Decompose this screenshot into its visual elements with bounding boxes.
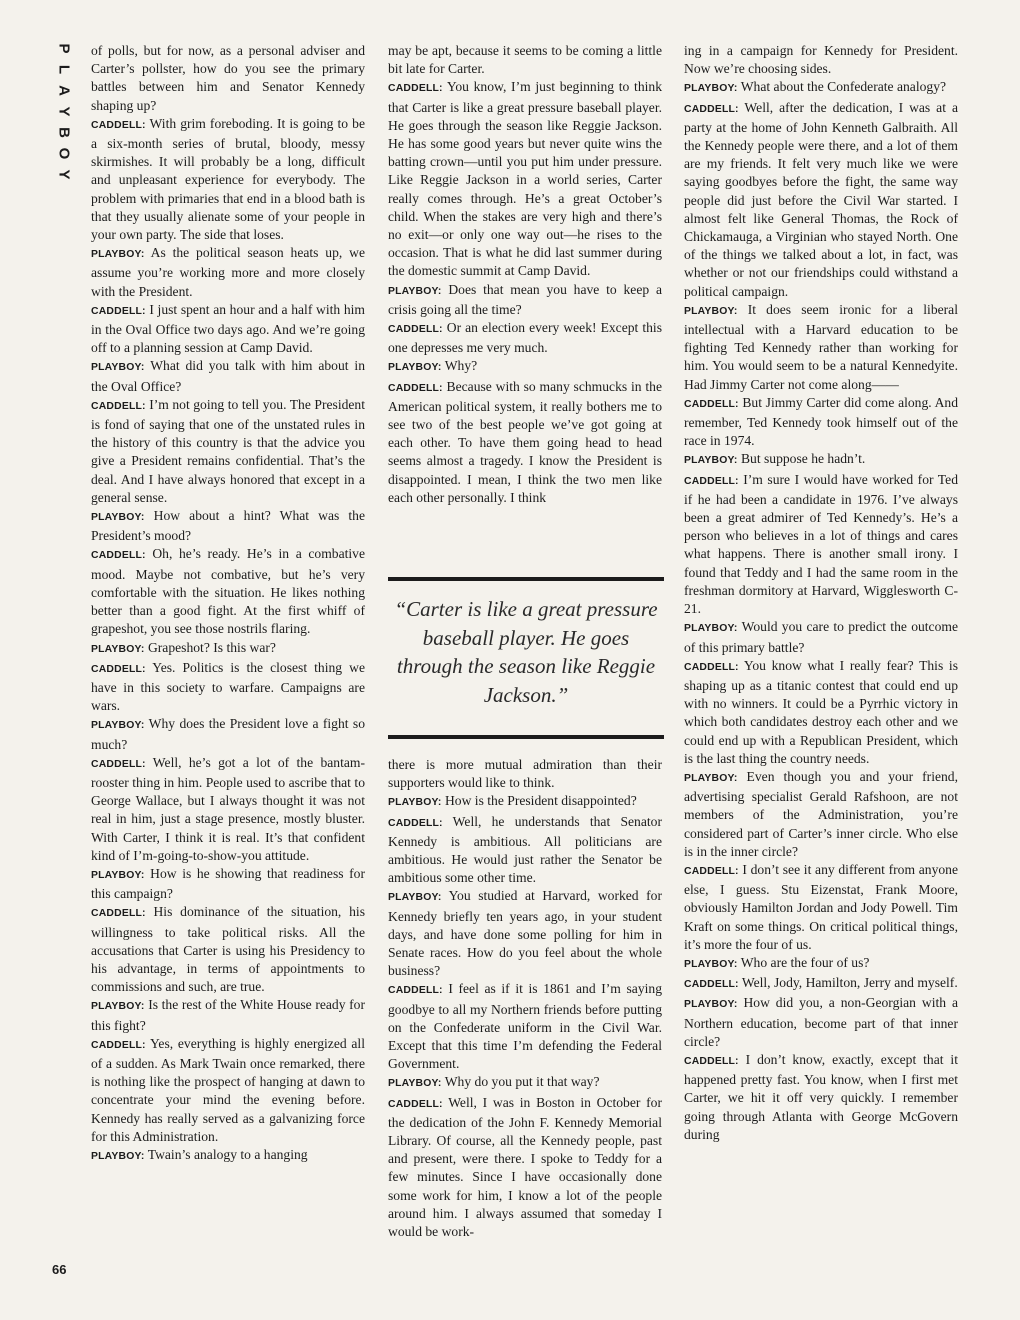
paragraph xyxy=(91,996,365,1034)
paragraph-text: But Jimmy Carter did come along. And remember, Ted Kennedy took himself out of the race in 1974. xyxy=(684,394,958,449)
paragraph-text: Well, after the dedication, I was at a party at the home of John Kenneth Galbraith. All the Kennedy people were there, and a lot of them are my friends. It felt very much like we were saying goodbyes before the fight, the same way people did just before the Civil War started. I almost felt like General Thomas, the Rock of Chickamauga, a Virginian who stayed North. One of the things we talked about a lot, in fact, was whether or not our friendships could withstand a political campaign. xyxy=(684,99,958,299)
paragraph-text: Who are the four of us? xyxy=(737,954,870,970)
paragraph-text: His dominance of the situation, his willingness to take political risks. All the accusations that Carter is using his Presidency to his advantage, in terms of appointments to commissions and such, are true. xyxy=(91,904,365,995)
paragraph-text: With grim foreboding. It is going to be a six-month series of brutal, bloody, messy skirmishes. It will probably be a long, difficult and unpleasant experience for everybody. The problem with primaries that end in a blood bath is that they usually alienate some of your people in your own party. The side that loses. xyxy=(91,115,365,243)
paragraph-text: Even though you and your friend, advertising specialist Gerald Rafshoon, are not members of the Administration, you’re considered part of Carter’s inner circle. Who else is in the inner circle? xyxy=(684,768,958,859)
paragraph xyxy=(91,1035,365,1146)
paragraph xyxy=(91,507,365,545)
pull-quote-rule-top xyxy=(388,577,664,581)
running-head xyxy=(52,38,76,185)
speaker-label: CADDELL: xyxy=(388,83,443,95)
speaker-label: PLAYBOY: xyxy=(684,999,738,1011)
paragraph-text: You know, I’m just beginning to think that Carter is like a great pressure baseball player. He goes through the season like Reggie Jackson. He has some good years but never quite wins the batting crown—until you put him under pressure. Like Reggie Jackson in a world series, Carter really comes through. He’s a great October’s child. When the stakes are very high and there’s no exit—or only one way out—he rises to the occasion. That is what he did last summer during the domestic summit at Camp David. xyxy=(388,79,662,279)
paragraph-text: Is the rest of the White House ready for this fight? xyxy=(91,997,365,1033)
paragraph-text: ing in a campaign for Kennedy for President. Now we’re choosing sides. xyxy=(684,43,958,77)
paragraph xyxy=(684,974,958,994)
paragraph-text: I don’t know, exactly, except that it happened pretty fast. You know, when I first met Carter, we hit it off very quickly. I remember going through Atlanta with George McGovern during xyxy=(684,1051,958,1142)
speaker-label: PLAYBOY: xyxy=(91,1001,145,1013)
paragraph xyxy=(388,792,662,812)
text-column-1 xyxy=(91,42,365,1166)
speaker-label: PLAYBOY: xyxy=(684,623,738,635)
paragraph xyxy=(388,980,662,1073)
paragraph-text: Twain’s analogy to a hanging xyxy=(144,1146,308,1162)
paragraph xyxy=(91,357,365,395)
paragraph xyxy=(91,659,365,716)
speaker-label: PLAYBOY: xyxy=(684,958,738,970)
speaker-label: PLAYBOY: xyxy=(388,285,442,297)
running-head-letter: L xyxy=(55,64,73,75)
paragraph-text: I’m sure I would have worked for Ted if he had been a candidate in 1976. I’ve always been a great admirer of Ted Kennedy’s. He’s a person who believes in a lot of things and cares what happens. There is another small irony. I found that Teddy and I had the same room in the freshman dormitory at Harvard, Wigglesworth C-21. xyxy=(684,471,958,617)
paragraph xyxy=(684,954,958,974)
paragraph-text: I’m not going to tell you. The President is fond of saying that one of the unstated rules in the history of this country is that the advice you give a President remains confidential. That’s the deal. And I have always honored that except in a general sense. xyxy=(91,396,365,505)
pull-quote: “Carter is like a great pressure baseball player. He goes through the season like Reggie Jackson.” xyxy=(394,597,658,707)
paragraph xyxy=(388,42,662,78)
paragraph-text: How did you, a non-Georgian with a Northern education, become part of that inner circle? xyxy=(684,995,958,1049)
paragraph-text: Why do you put it that way? xyxy=(441,1074,600,1090)
paragraph-text: How about a hint? What was the President’s mood? xyxy=(91,508,365,544)
paragraph xyxy=(91,715,365,753)
paragraph-text: Well, he understands that Senator Kennedy is ambitious. All politicians are ambitious. He would just rather the Senator be ambitious some other time. xyxy=(388,813,662,886)
speaker-label: CADDELL: xyxy=(388,1098,443,1110)
paragraph xyxy=(388,378,662,507)
paragraph-text: What about the Confederate analogy? xyxy=(737,79,947,95)
speaker-label: CADDELL: xyxy=(684,103,739,115)
speaker-label: PLAYBOY: xyxy=(91,643,145,655)
speaker-label: PLAYBOY: xyxy=(388,1078,442,1090)
paragraph-text: I feel as if it is 1861 and I’m saying goodbye to all my Northern friends before putting on the Confederate uniform in the Civil War. Except that this time I’m defending the Federal Government. xyxy=(388,981,662,1072)
speaker-label: PLAYBOY: xyxy=(91,1150,145,1162)
paragraph-text: You know what I really fear? This is shaping up as a titanic contest that could end up with no winners. It could be a Pyrrhic victory in which both candidates destroy each other and we could end up with a Republican President, which is the last thing the country needs. xyxy=(684,657,958,766)
speaker-label: PLAYBOY: xyxy=(91,249,145,261)
paragraph-text: Grapeshot? Is this war? xyxy=(144,639,276,655)
text-column-2-bottom xyxy=(388,756,662,1241)
paragraph-text: As the political season heats up, we assume you’re working more and more closely with the President. xyxy=(91,245,365,299)
paragraph-text: may be apt, because it seems to be coming a little bit late for Carter. xyxy=(388,43,662,77)
speaker-label: PLAYBOY: xyxy=(91,720,145,732)
paragraph-text: Or an election every week! Except this one depresses me very much. xyxy=(388,320,662,356)
paragraph-text: of polls, but for now, as a personal adviser and Carter’s pollster, how do you see the primary battles between him and Senator Kennedy shaping up? xyxy=(91,43,365,113)
speaker-label: PLAYBOY: xyxy=(91,869,145,881)
paragraph xyxy=(388,319,662,357)
speaker-label: CADDELL: xyxy=(91,663,146,675)
paragraph-text: Oh, he’s ready. He’s in a combative mood. Maybe not combative, but he’s very comfortable with the situation. He likes nothing better than a good fight. At the first whiff of grapeshot, you see those nostrils flaring. xyxy=(91,546,365,637)
paragraph xyxy=(388,813,662,888)
paragraph xyxy=(684,99,958,301)
pull-quote-box xyxy=(388,577,664,742)
paragraph xyxy=(684,768,958,861)
speaker-label: CADDELL: xyxy=(684,865,739,877)
speaker-label: PLAYBOY: xyxy=(91,512,145,524)
paragraph-text: What did you talk with him about in the Oval Office? xyxy=(91,358,365,394)
paragraph xyxy=(684,861,958,954)
paragraph xyxy=(91,639,365,659)
paragraph-text: Well, I was in Boston in October for the dedication of the John F. Kennedy Memorial Library. Of course, all the Kennedy people, past and present, were there. I spoke to Teddy for a few minutes. Since I have occasionally done some work for him, I know a lot of the people around him. I always assumed that someday I would be work- xyxy=(388,1094,662,1240)
speaker-label: CADDELL: xyxy=(684,475,739,487)
text-column-3 xyxy=(684,42,958,1144)
paragraph xyxy=(684,1051,958,1144)
paragraph-text: How is he showing that readiness for this campaign? xyxy=(91,865,365,902)
paragraph-text: Yes. Politics is the closest thing we have in this society to warfare. Campaigns are wars. xyxy=(91,659,365,714)
running-head-letter: B xyxy=(55,127,73,138)
paragraph xyxy=(684,618,958,656)
speaker-label: CADDELL: xyxy=(684,398,739,410)
running-head-letter: Y xyxy=(55,106,73,117)
pull-quote-rule-bottom xyxy=(388,735,664,739)
paragraph xyxy=(684,42,958,78)
paragraph-text: Would you care to predict the outcome of this primary battle? xyxy=(684,619,958,655)
paragraph xyxy=(684,657,958,768)
paragraph-text: But suppose he hadn’t. xyxy=(737,451,866,467)
speaker-label: CADDELL: xyxy=(388,324,443,336)
paragraph-text: Why does the President love a fight so much? xyxy=(91,716,365,752)
speaker-label: CADDELL: xyxy=(91,119,146,131)
paragraph xyxy=(684,471,958,619)
speaker-label: PLAYBOY: xyxy=(388,892,442,904)
paragraph-text: Well, he’s got a lot of the bantam-rooster thing in him. People used to ascribe that to George Wallace, but I always thought it was not real in him, just a stage presence, mostly bluster. With Carter, I think it is real. It’s that confident kind of I’m-going-to-show-you attitude. xyxy=(91,754,365,863)
paragraph xyxy=(684,301,958,394)
paragraph xyxy=(91,754,365,865)
paragraph xyxy=(91,545,365,638)
paragraph xyxy=(684,994,958,1051)
speaker-label: CADDELL: xyxy=(91,550,146,562)
paragraph xyxy=(91,1146,365,1166)
speaker-label: CADDELL: xyxy=(684,1055,739,1067)
speaker-label: CADDELL: xyxy=(91,758,146,770)
paragraph xyxy=(91,396,365,507)
speaker-label: CADDELL: xyxy=(684,661,739,673)
paragraph xyxy=(91,903,365,996)
paragraph-text: Well, Jody, Hamilton, Jerry and myself. xyxy=(738,975,958,991)
paragraph xyxy=(91,865,365,903)
running-head-letter: Y xyxy=(55,169,73,180)
speaker-label: CADDELL: xyxy=(91,1039,146,1051)
paragraph xyxy=(91,244,365,301)
paragraph-text: You studied at Harvard, worked for Kennedy briefly ten years ago, in your student days, and have done some polling for him in Senate races. How do you feel about the whole business? xyxy=(388,888,662,979)
speaker-label: CADDELL: xyxy=(91,908,146,920)
running-head-letter: A xyxy=(55,85,73,96)
speaker-label: CADDELL: xyxy=(388,817,443,829)
paragraph-text: I don’t see it any different from anyone else, I guess. Stu Eizenstat, Frank Moore, obviously Hamilton Jordan and Jody Powell. Tim Kraft on some things. On critical political things, it’s more the four of us. xyxy=(684,861,958,952)
paragraph xyxy=(388,1073,662,1093)
text-column-2-top xyxy=(388,42,662,507)
paragraph xyxy=(684,394,958,451)
paragraph-text: It does seem ironic for a liberal intellectual with a Harvard education to be fighting Ted Kennedy rather than working for him. You would seem to be a natural Kennedyite. Had Jimmy Carter not come along—— xyxy=(684,301,958,392)
running-head-letter: O xyxy=(55,147,73,160)
speaker-label: PLAYBOY: xyxy=(684,83,738,95)
paragraph-text: there is more mutual admiration than their supporters would like to think. xyxy=(388,757,662,791)
paragraph xyxy=(388,78,662,280)
paragraph-text: Because with so many schmucks in the American political system, it really bothers me to see two of the best people we’ve got going at each other. To have them going head to head seems almost a tragedy. I know the President is disappointed. I mean, I think the two men like each other personally. I think xyxy=(388,378,662,505)
speaker-label: PLAYBOY: xyxy=(684,455,738,467)
paragraph-text: Yes, everything is highly energized all of a sudden. As Mark Twain once remarked, there is nothing like the prospect of hanging at dawn to concentrate your mind the evening before. Kennedy has really served as a galvanizing force for this Administration. xyxy=(91,1035,365,1144)
speaker-label: PLAYBOY: xyxy=(91,362,145,374)
speaker-label: PLAYBOY: xyxy=(684,305,738,317)
paragraph xyxy=(388,357,662,377)
speaker-label: PLAYBOY: xyxy=(388,797,442,809)
page-number: 66 xyxy=(52,1262,67,1277)
paragraph xyxy=(91,301,365,358)
paragraph xyxy=(388,756,662,792)
speaker-label: CADDELL: xyxy=(684,979,739,991)
speaker-label: PLAYBOY: xyxy=(684,772,738,784)
running-head-letter: P xyxy=(55,43,73,54)
speaker-label: PLAYBOY: xyxy=(388,362,442,374)
paragraph-text: How is the President disappointed? xyxy=(441,793,637,809)
speaker-label: CADDELL: xyxy=(388,985,443,997)
paragraph-text: Why? xyxy=(441,358,478,374)
paragraph xyxy=(388,1094,662,1242)
speaker-label: CADDELL: xyxy=(388,382,443,394)
paragraph xyxy=(684,78,958,98)
speaker-label: CADDELL: xyxy=(91,400,146,412)
paragraph xyxy=(388,887,662,980)
paragraph xyxy=(684,450,958,470)
paragraph-text: Does that mean you have to keep a crisis going all the time? xyxy=(388,281,662,317)
paragraph xyxy=(91,115,365,244)
speaker-label: CADDELL: xyxy=(91,305,146,317)
paragraph-text: I just spent an hour and a half with him in the Oval Office two days ago. And we’re going off to a planning session at Camp David. xyxy=(91,301,365,356)
paragraph xyxy=(388,281,662,319)
paragraph xyxy=(91,42,365,115)
